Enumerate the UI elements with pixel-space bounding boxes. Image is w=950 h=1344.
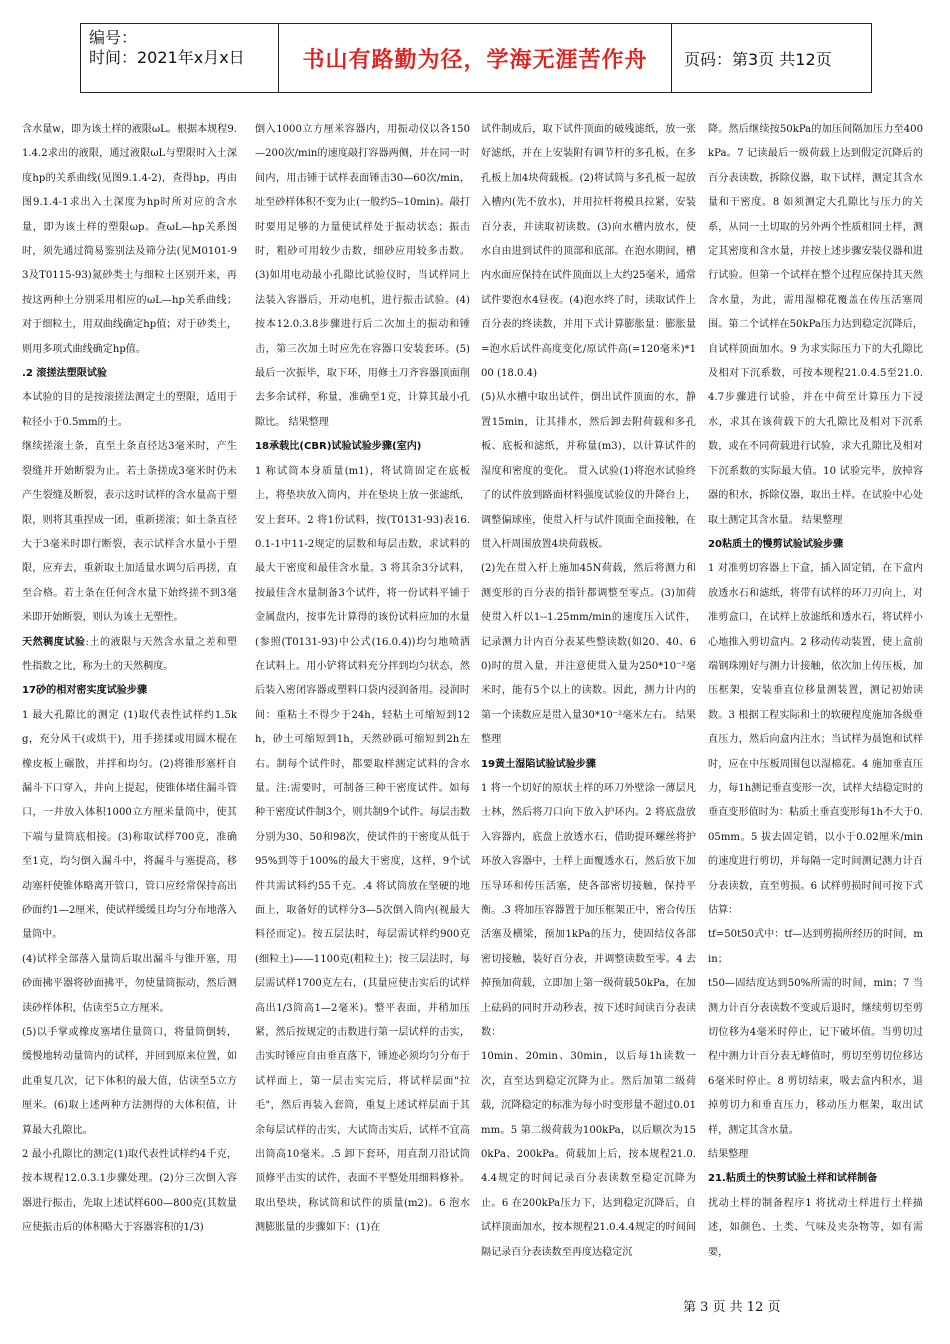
header-meta xyxy=(81,24,279,92)
text-column-2 xyxy=(255,118,470,1286)
paragraph: 2 最小孔隙比的测定(1)取代表性试样约4千克，按本规程12.0.3.1步骤处理。(2)分三次倒入容器进行振击，先取上述试样600—800克(其数量应使振击后的体积略大于容器容积的1/3) xyxy=(22,1149,237,1234)
paragraph: t50—固结度达到50%所需的时间，min；7 当测力计百分表读数不变或后退时，继续剪切至剪切位移为4毫米时停止，记下破坏值。当剪切过程中测力计百分表无峰值时，剪切至剪切位移达6毫米时停止。8 剪切结束，吸去盒内积水，退掉剪切力和垂直压力，移动压力框架，取出试样，测定其含水量。 xyxy=(708,978,923,1136)
page-header xyxy=(80,23,872,93)
section-heading: 18承载比(CBR)试验试验步骤(室内) xyxy=(255,441,422,453)
page-footer: 第 3 页 共 12 页 xyxy=(683,1300,781,1315)
text-column-3 xyxy=(481,118,696,1286)
time-label: 时间：2021年x月x日 xyxy=(89,48,245,67)
paragraph: (4)试样全部落入量筒后取出漏斗与锥开塞，用砂面拂平器将砂面拂平，勿使量筒振动，然后测读砂样体积，估读至5立方厘米。 xyxy=(22,953,237,1014)
paragraph: (5)从水槽中取出试件，倒出试件顶面的水，静置15min，让其排水，然后卸去附荷载和多孔板、底板和滤纸，并称量(m3)，以计算试件的湿度和密度的变化。 贯入试验(1)将泡水试验终了的试件放到路面材料强度试验仪的升降台上，调整偏球座，使贯入杆与试件顶面全面接触，在贯入杆周围放置4块荷载板。 xyxy=(481,392,696,550)
paragraph: 试件制成后，取下试件顶面的破残滤纸，放一张好滤纸，并在上安装附有调节杆的多孔板，在多孔板上加4块荷载板。(2)将试筒与多孔板一起放入槽内(先不放水)，并用拉杆将模具拉紧，安装百分表，并读取初读数。(3)向水槽内放水，使水自由进到试件的顶部和底部。在泡水期间，槽内水面应保持在试件顶面以上大约25毫米，通常试件要泡水4昼夜。(4)泡水终了时，读取试件上百分表的终读数，并用下式计算膨胀量：膨胀量=泡水后试件高度变化/原试件高(=120毫米)*100 (18.0.4) xyxy=(481,124,696,380)
section-heading: .2 滚搓法塑限试验 xyxy=(22,368,108,380)
paragraph: 倒入1000立方厘米容器内，用振动仪以各150—200次/min的速度敲打容器两侧，并在同一时间内，用击锤于试样表面锤击30—60次/min，址至砂样体积不变为止(一般约5--10min)。敲打时要用足够的力量使试样处于振动状态；振击时，粗砂可用较少击数，细砂应用较多击数。(3)如用电动最小孔隙比试验仪时，当试样同上法装入容器后，开动电机，进行振击试验。(4)按本12.0.3.8步骤进行后二次加土的振动和锤击，第三次加土时应先在容器口安装套环。(5)最后一次振毕，取下环，用修土刀齐容器顶面削去多余试样，称量，准确至1克，计算其最小孔隙比。 结果整理 xyxy=(255,124,470,428)
paragraph: 1 称试筒本身质量(m1)，将试筒固定在底板上，将垫块放入筒内，并在垫块上放一张滤纸，安上套环。2 将1份试料，按(T0131-93)表16.0.1-1中11-2规定的层数和每层击数，求试料的最大干密度和最佳含水量。3 将其余3分试料，按最佳含水量制备3个试件，将一份试料平铺于金属盘内，按事先计算得的该份试料应加的水量(参照(T0131-93)中公式(16.0.4))均匀地喷洒在试料上。用小铲将试料充分拌到均匀状态，然后装入密闭容器或塑料口袋内浸润备用。浸润时间：重粘土不得少于24h，轻粘土可缩短到12h，砂土可缩短到1h，天然砂砾可缩短到2h左右。制每个试件时，都要取样测定试料的含水量。注:需要时，可制备三种干密度试件。如每种干密度试件制3个，则共制9个试件。每层击数分别为30、50和98次，使试件的干密度从低于95%到等于100%的最大干密度，这样，9个试件共需试料约55千克。.4 将试筒放在坚硬的地面上，取备好的试样分3—5次倒入筒内(视最大料径而定)。按五层法时，每层需试样约900克(细粒土)——1100克(粗粒土)；按三层法时，每层需试样1700克左右，(其量应使击实后的试样高出1/3筒高1—2毫米)。整平表面，并稍加压紧，然后按规定的击数进行第一层试样的击实，击实时锤应自由垂直落下，锤迹必须均匀分布于试样面上，第一层击实完后，将试样层面"拉毛"，然后再装入套筒，重复上述试样层面于其余每层试样的击实，大试筒击实后，试样不宜高出筒高10毫米。.5 卸下套环，用直刮刀沿试筒顶修平击实的试件，表面不平整处用细料修补。取出垫块，称试筒和试件的质量(m2)。6 泡水测膨胀量的步骤如下：(1)在 xyxy=(255,465,470,1234)
header-motto: 书山有路勤为径，学海无涯苦作舟 xyxy=(279,24,672,92)
paragraph: (5)以手掌或橡皮塞堵住量筒口，将量筒倒转，缓慢地转动量筒内的试样，并回到原来位置，如此重复几次，记下体积的最大值，估读至5立方厘米。(6)取上述两种方法测得的大体积值，计算最大孔隙比。 xyxy=(22,1027,237,1136)
section-heading: 21.粘质土的快剪试验土样和试样制备 xyxy=(708,1173,878,1185)
paragraph: 天然稠度试验:土的液限与天然含水量之差和塑性指数之比，称为土的天然稠度。 xyxy=(22,636,237,672)
text-column-4 xyxy=(708,118,923,1286)
lead-term: 天然稠度试验 xyxy=(22,636,86,648)
paragraph: (2)先在贯入杆上施加45N荷载，然后将测力和测变形的百分表的指针都调整至零点。(3)加荷使贯入杆以1--1.25mm/min的速度压入试件，记录测力计内百分表某些整读数(如20、40、60)时的贯入量，并注意使贯入量为250*10⁻²毫米时，能有5个以上的读数。因此，测力计内的第一个读数应是贯入量30*10⁻²毫米左右。 结果整理 xyxy=(481,563,696,746)
paragraph: 1 对准剪切容器上下盒，插入固定销，在下盒内放透水石和滤纸，将带有试样的环刀刃向上，对准剪盒口，在试样上放滤纸和透水石，将试样小心地推入剪切盒内。2 移动传动装置，使上盒前端钢珠刚好与测力计接触，依次加上传压板，加压框架，安装垂直位移量测装置，测记初始读数。3 根据工程实际和土的软硬程度施加各级垂直压力，然后向盒内注水；当试样为晨饱和试样时，应在中压板周围包以湿棉花。4 施加垂直压力，每1h测记垂直变形一次，试样大结稳定时的垂直变形值时为：粘质土垂直变形每1h不大于0.05mm。5 拔去固定销，以小于0.02厘米/min的速度进行剪切，并每隔一定时间测记测力计百分表读数，直至剪损。6 试样剪损时间可按下式估算： xyxy=(708,563,923,916)
paragraph: 含水量w，即为该土样的液限ωL。根据本规程9.1.4.2求出的液限，通过液限ωL与塑限时入土深度hp的关系曲线(见图9.1.4-2)，查得hp，再由图9.1.4-1求出入土深度为hp时所对应的含水量，即为该土样的塑限ωp。查ωL—hp关系图时，须先通过简易鉴别法及筛分法(见M0101-93及T0115-93)氮砂类土与细粒土区别开来，再按这两种土分别采用相应的ωL—hp关系曲线；对于细粒土，用双曲线确定hp值；对于砂类土，则用多项式曲线确定hp值。 xyxy=(22,124,237,355)
paragraph: 扰动土样的制备程序1 将扰动土样进行土样描述，如颜色、土类、气味及夹杂物等，如有需要， xyxy=(708,1197,923,1258)
paragraph: 降。然后继续按50kPa的加压间隔加压力至400kPa。7 记读最后一级荷载上达到假定沉降后的百分表读数，拆除仪器，取下试样，测定其含水量和干密度。8 如须测定大孔隙比与压力的关系，从同一土切取的另外两个性质相同土样，测定其密度和含水量，并按上述步骤安装仪器和进行试验。但第一个试样在整个过程应保持其天然含水量，为此，需用湿棉花覆盖在传压活塞周围。第二个试样在50kPa压力达到稳定沉降后，自试样顶面加水。9 为求实际压力下的大孔隙比及相对下沉系数，可按本规程21.0.4.5至21.0.4.7步骤进行试验，并在中荷至计算压力下浸水，求其在该荷载下的大孔隙比及相对下沉系数，或在不同荷载进行试验，求大孔隙比及相对下沉系数的实际最大值。10 试验完毕，放掉容器的积水，拆除仪器，取出土样。在试验中心处取土测定其含水量。 结果整理 xyxy=(708,124,923,526)
section-heading: 20粘质土的慢剪试验试验步骤 xyxy=(708,538,844,550)
paragraph: tf=50t50式中：tf—达到剪损所经历的时间，min； xyxy=(708,929,923,965)
header-page-label: 页码：第3页 共12页 xyxy=(684,49,832,69)
text-column-1 xyxy=(22,118,237,1286)
section-heading: 19黄土湿陷试验试验步骤 xyxy=(481,758,596,770)
paragraph: 继续搓滚土条，直至土条直径达3毫米时，产生裂缝并开始断裂为止。若土条搓成3毫米时仍未产生裂缝及断裂，表示这时试样的含水量高于塑限，则将其重捏成一团，重新搓滚；如土条直径大于3毫米时即行断裂，表示试样含水量小于塑限，应弃去，重新取土加适量水调匀后再搓，直至合格。若土条在任何含水量下始终搓不到3毫米即开始断裂，则认为该土无塑性。 xyxy=(22,441,237,624)
paragraph: 结果整理 xyxy=(708,1149,749,1161)
paragraph: 1 将一个切好的原状土样的环刀外壁涂一薄层凡士林，然后将刀口向下放入护环内。2 将底盘放入容器内，底盘上放透水石，借助提环螺丝将护环放入容器中，土样上面覆透水石，然后放下加压导环和传压活塞，使各部密切接触，保持平衡。.3 将加压容器置于加压框架正中，密合传压活塞及横梁，预加1kPa的压力，使固结仪各部密切接触，装好百分表，并调整读数至零。4 去掉预加荷载，立即加上第一级荷载50kPa，在加上砝码的同时开动秒表，按下述时间读百分表读数： xyxy=(481,782,696,1039)
paragraph: 本试验的目的是按滚搓法测定土的塑限，适用于粒径小于0.5mm的土。 xyxy=(22,392,237,428)
paragraph: 10min、20min、30min，以后每1h读数一次，直至达到稳定沉降为止。然后加第二级荷载，沉降稳定的标准为每小时变形量不超过0.01mm。5 第二级荷载为100kPa，以后顺次为150kPa、200kPa。荷载加上后，按本规程21.0.4.4规定的时间记录百分表读数至稳定沉降为止。6 在200kPa压力下，达到稳定沉降后，自试样顶面加水，按本规程21.0.4.4规定的时间间隔记录百分表读数至再度达稳定沉 xyxy=(481,1051,696,1258)
paragraph: 1 最大孔隙比的测定 (1)取代表性试样约1.5kg，充分风干(或烘干)，用手搓揉或用圆木棍在橡皮板上碾散，并拌和均匀。(2)将锥形塞杆自漏斗下口穿入，并向上提起，使锥体堵住漏斗管口，一并放入体积1000立方厘米量筒中，使其下端与量筒底相接。(3)称取试样700克，准确至1克，均匀倒入漏斗中，将漏斗与塞提高，移动塞杆使锥体略离开管口，管口应经常保持高出砂面约1—2厘米，使试样缓缓且均匀分布地落入量筒中。 xyxy=(22,709,237,941)
serial-label: 编号： xyxy=(89,28,138,47)
section-heading: 17砂的相对密实度试验步骤 xyxy=(22,685,148,697)
